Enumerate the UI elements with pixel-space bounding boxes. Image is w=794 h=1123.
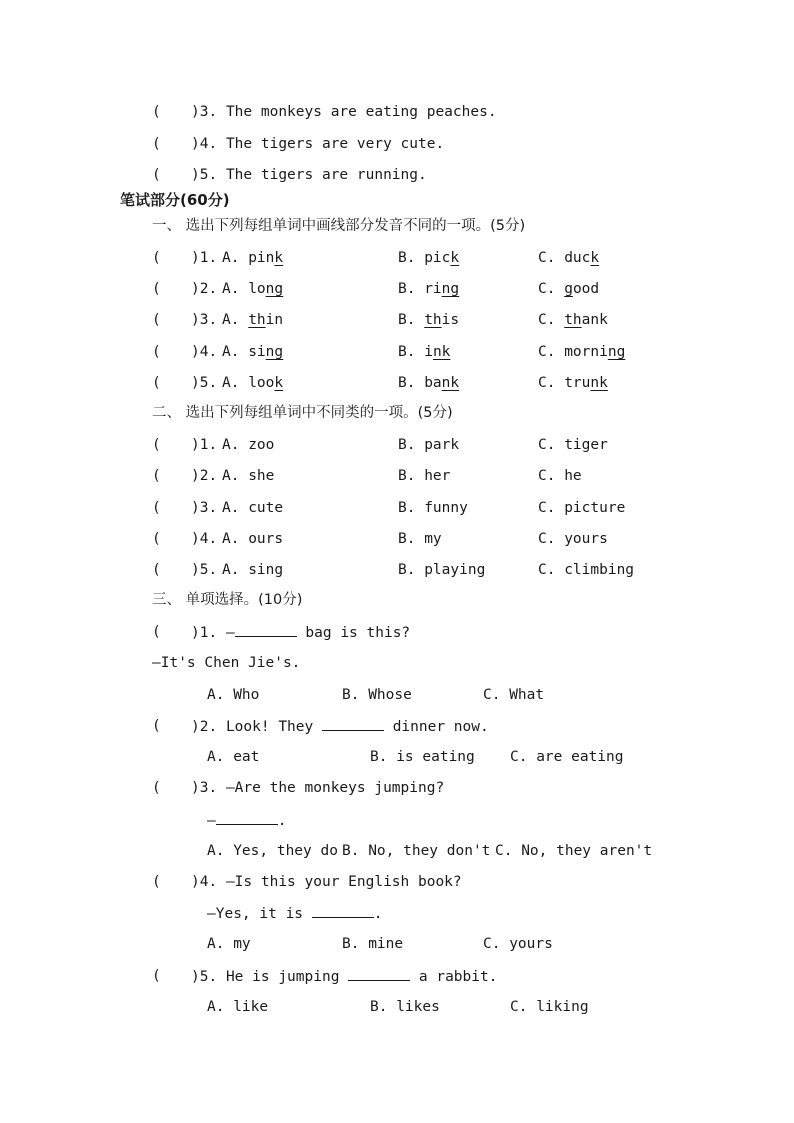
option-a: A. zoo <box>222 437 275 453</box>
option-b: B. playing <box>398 562 486 578</box>
item-text: )3. The monkeys are eating peaches. <box>191 104 497 120</box>
option-c: C. duck <box>538 250 600 266</box>
item-number: )3. <box>191 500 218 516</box>
option-b: B. funny <box>398 500 468 516</box>
answer-paren[interactable]: ( <box>152 780 161 796</box>
answer-paren[interactable]: ( <box>152 968 161 984</box>
written-part-title: 笔试部分(60分) <box>120 191 230 209</box>
answer-paren[interactable]: ( <box>152 718 161 734</box>
option-c: C. What <box>483 687 545 703</box>
option-b: B. likes <box>370 999 440 1015</box>
option-a: A. look <box>222 375 284 391</box>
option-a: A. eat <box>207 749 260 765</box>
section3-title: 三、 单项选择。(10分) <box>152 592 303 608</box>
item-number: )3. <box>191 312 218 328</box>
question-stem: )1. — bag is this? <box>191 622 410 643</box>
answer-blank[interactable] <box>312 903 374 918</box>
option-b: B. ink <box>398 344 451 360</box>
answer-paren[interactable]: ( <box>152 312 161 328</box>
answer-paren[interactable]: ( <box>152 167 161 183</box>
response-line: — . <box>207 810 286 831</box>
option-a: A. long <box>222 281 284 297</box>
option-a: A. thin <box>222 312 284 328</box>
option-b: B. my <box>398 531 442 547</box>
answer-paren[interactable]: ( <box>152 375 161 391</box>
option-c: C. yours <box>538 531 608 547</box>
section1-title: 一、 选出下列每组单词中画线部分发音不同的一项。(5分) <box>152 218 526 234</box>
option-b: B. ring <box>398 281 460 297</box>
dialogue-line: —It's Chen Jie's. <box>152 655 301 671</box>
answer-paren[interactable]: ( <box>152 250 161 266</box>
item-number: )5. <box>191 562 218 578</box>
option-b: B. mine <box>342 936 404 952</box>
question-stem: )2. Look! They dinner now. <box>191 716 489 737</box>
option-b: B. this <box>398 312 460 328</box>
answer-paren[interactable]: ( <box>152 500 161 516</box>
item-text: )5. The tigers are running. <box>191 167 427 183</box>
answer-paren[interactable]: ( <box>152 437 161 453</box>
option-b: B. park <box>398 437 460 453</box>
answer-blank[interactable] <box>216 810 278 825</box>
option-a: A. pink <box>222 250 284 266</box>
item-number: )4. <box>191 531 218 547</box>
option-c: C. trunk <box>538 375 608 391</box>
option-c: C. are eating <box>510 749 624 765</box>
option-c: C. he <box>538 468 582 484</box>
option-b: B. pick <box>398 250 460 266</box>
section2-title: 二、 选出下列每组单词中不同类的一项。(5分) <box>152 405 453 421</box>
option-a: A. cute <box>222 500 284 516</box>
option-a: A. ours <box>222 531 284 547</box>
question-stem: )5. He is jumping a rabbit. <box>191 966 497 987</box>
item-number: )2. <box>191 281 218 297</box>
item-text: )4. The tigers are very cute. <box>191 136 445 152</box>
option-c: C. liking <box>510 999 589 1015</box>
item-number: )1. <box>191 437 218 453</box>
option-b: B. her <box>398 468 451 484</box>
option-b: B. bank <box>398 375 460 391</box>
answer-paren[interactable]: ( <box>152 624 161 640</box>
question-stem: )4. —Is this your English book? <box>191 874 462 890</box>
answer-blank[interactable] <box>322 716 384 731</box>
option-c: C. morning <box>538 344 626 360</box>
option-c: C. thank <box>538 312 608 328</box>
option-b: B. is eating <box>370 749 475 765</box>
answer-blank[interactable] <box>235 622 297 637</box>
answer-blank[interactable] <box>348 966 410 981</box>
option-c: C. tiger <box>538 437 608 453</box>
item-number: )2. <box>191 468 218 484</box>
item-number: )1. <box>191 250 218 266</box>
item-number: )4. <box>191 344 218 360</box>
option-c: C. good <box>538 281 600 297</box>
response-line: —Yes, it is . <box>207 903 383 924</box>
answer-paren[interactable]: ( <box>152 468 161 484</box>
option-b: B. No, they don't <box>342 843 491 859</box>
answer-paren[interactable]: ( <box>152 281 161 297</box>
answer-paren[interactable]: ( <box>152 531 161 547</box>
option-a: A. like <box>207 999 269 1015</box>
option-a: A. she <box>222 468 275 484</box>
option-a: A. Who <box>207 687 260 703</box>
question-stem: )3. —Are the monkeys jumping? <box>191 780 445 796</box>
item-number: )5. <box>191 375 218 391</box>
option-a: A. my <box>207 936 251 952</box>
option-c: C. picture <box>538 500 626 516</box>
option-c: C. climbing <box>538 562 635 578</box>
option-a: A. sing <box>222 344 284 360</box>
answer-paren[interactable]: ( <box>152 104 161 120</box>
option-c: C. No, they aren't <box>495 843 653 859</box>
option-a: A. sing <box>222 562 284 578</box>
answer-paren[interactable]: ( <box>152 344 161 360</box>
answer-paren[interactable]: ( <box>152 136 161 152</box>
option-b: B. Whose <box>342 687 412 703</box>
option-a: A. Yes, they do <box>207 843 338 859</box>
option-c: C. yours <box>483 936 553 952</box>
answer-paren[interactable]: ( <box>152 562 161 578</box>
answer-paren[interactable]: ( <box>152 874 161 890</box>
